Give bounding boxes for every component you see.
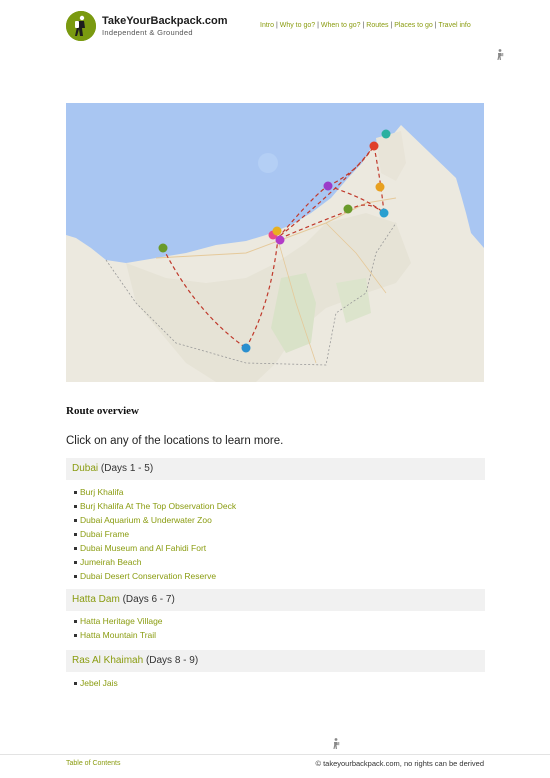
map-marker-7[interactable] xyxy=(344,205,353,214)
place-link-dubai[interactable]: Dubai xyxy=(72,463,99,474)
page-footer xyxy=(0,754,550,778)
map-marker-2[interactable] xyxy=(242,344,251,353)
map-marker-4[interactable] xyxy=(276,236,285,245)
site-logo[interactable] xyxy=(66,11,228,41)
nav-places-to-go[interactable]: Places to go xyxy=(394,22,433,29)
backpacker-logo-icon xyxy=(66,11,96,41)
list-item[interactable]: Dubai Aquarium & Underwater Zoo xyxy=(74,513,236,527)
map-marker-9[interactable] xyxy=(382,130,391,139)
section-dubai xyxy=(66,458,485,480)
hiker-icon xyxy=(495,48,505,60)
hiker-icon xyxy=(331,737,341,749)
map-marker-11[interactable] xyxy=(380,209,389,218)
brand-tagline: Independent & Grounded xyxy=(102,27,193,37)
map-marker-6[interactable] xyxy=(324,182,333,191)
nav-why-to-go[interactable]: Why to go? xyxy=(279,22,316,29)
list-item[interactable]: Dubai Desert Conservation Reserve xyxy=(74,569,236,583)
place-link-ras-al-khaimah[interactable]: Ras Al Khaimah xyxy=(72,655,144,666)
list-item[interactable]: Hatta Heritage Village xyxy=(74,614,163,628)
route-map[interactable] xyxy=(66,103,484,382)
days-label: (Days 8 - 9) xyxy=(145,655,199,666)
top-navigation: Intro | Why to go? | When to go? | Routes | Places to go | Travel info xyxy=(260,22,471,29)
map-marker-10[interactable] xyxy=(376,183,385,192)
section-ras-al-khaimah xyxy=(66,650,485,672)
nav-intro[interactable]: Intro xyxy=(260,22,275,29)
map-marker-1[interactable] xyxy=(159,244,168,253)
hatta-list xyxy=(74,614,163,642)
list-item[interactable]: Jebel Jais xyxy=(74,676,118,690)
dubai-list xyxy=(74,485,236,583)
table-of-contents-link[interactable]: Table of Contents xyxy=(66,760,121,767)
page-header xyxy=(0,0,550,60)
list-item[interactable]: Hatta Mountain Trail xyxy=(74,628,163,642)
list-item[interactable]: Burj Khalifa xyxy=(74,485,236,499)
copyright-text: © takeyourbackpack.com, no rights can be derived xyxy=(315,759,484,768)
nav-travel-info[interactable]: Travel info xyxy=(438,22,471,29)
place-link-hatta-dam[interactable]: Hatta Dam xyxy=(72,594,120,605)
route-intro-text: Click on any of the locations to learn more. xyxy=(66,435,284,447)
days-label: (Days 1 - 5) xyxy=(100,463,154,474)
nav-when-to-go[interactable]: When to go? xyxy=(320,22,361,29)
map-marker-5[interactable] xyxy=(273,227,282,236)
route-overview-heading: Route overview xyxy=(66,405,140,417)
list-item[interactable]: Jumeirah Beach xyxy=(74,555,236,569)
days-label: (Days 6 - 7) xyxy=(122,594,175,605)
list-item[interactable]: Dubai Frame xyxy=(74,527,236,541)
map-marker-8[interactable] xyxy=(370,142,379,151)
list-item[interactable]: Burj Khalifa At The Top Observation Deck xyxy=(74,499,236,513)
section-hatta-dam xyxy=(66,589,485,611)
brand-name: TakeYourBackpack.com xyxy=(102,14,228,27)
ras-al-khaimah-list xyxy=(74,676,118,690)
nav-routes[interactable]: Routes xyxy=(366,22,389,29)
list-item[interactable]: Dubai Museum and Al Fahidi Fort xyxy=(74,541,236,555)
